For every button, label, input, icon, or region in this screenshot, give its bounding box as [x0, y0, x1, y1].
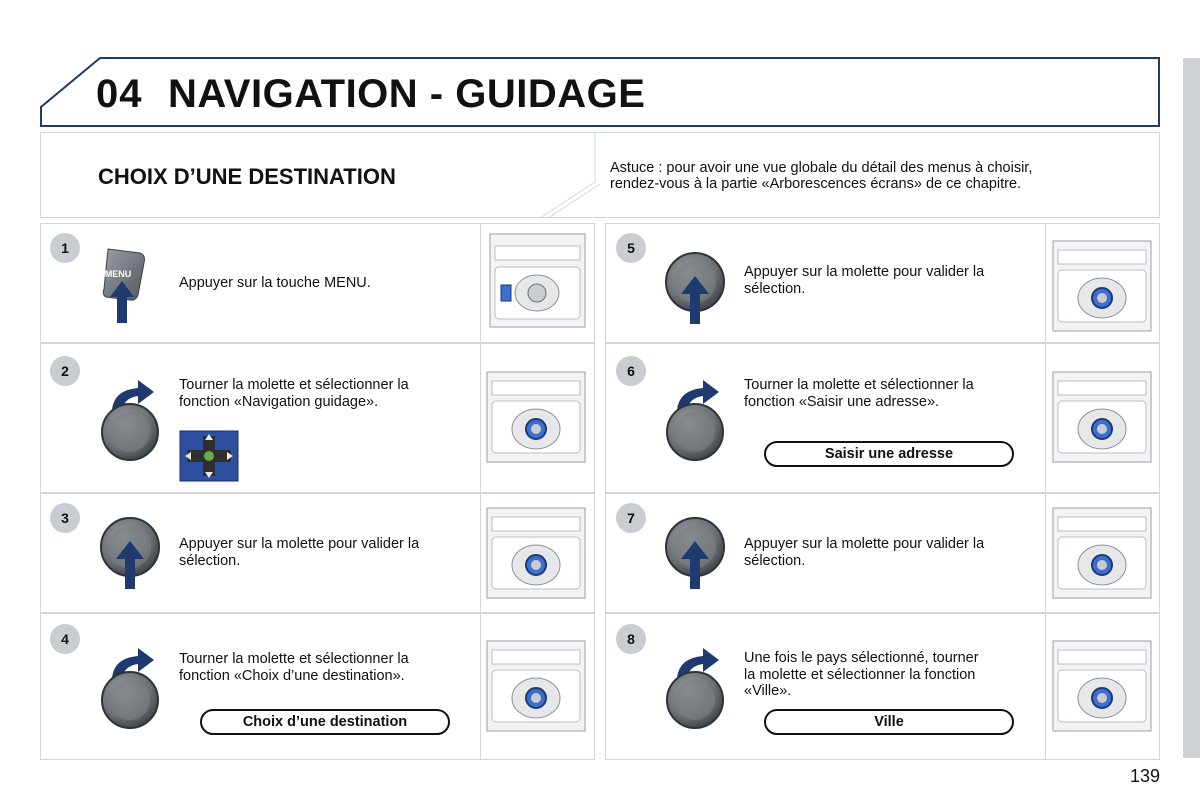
step-badge-5: 5 [616, 233, 646, 263]
rotate-knob-icon [98, 372, 168, 462]
rotate-knob-icon [663, 640, 733, 730]
menu-key-label: MENU [104, 269, 132, 279]
panel-divider [1045, 613, 1046, 760]
step-text-line: fonction «Navigation guidage». [179, 393, 379, 410]
chapter-title: NAVIGATION - GUIDAGE [168, 72, 646, 116]
navigation-guidance-icon [179, 430, 239, 487]
panel-divider [480, 493, 481, 613]
step-text-line: Tourner la molette et sélectionner la [179, 651, 409, 667]
step-text-line: Appuyer sur la molette pour valider la [179, 536, 420, 552]
step-text-5 [744, 264, 984, 297]
step-text-line: sélection. [179, 552, 241, 569]
step-badge-2: 2 [50, 356, 80, 386]
step-text-line: sélection. [744, 552, 806, 569]
step-text-line: Tourner la molette et sélectionner la [179, 377, 409, 393]
step-text-4 [179, 651, 409, 684]
console-panel-image [486, 640, 586, 737]
step-badge-4: 4 [50, 624, 80, 654]
rotate-knob-icon [663, 372, 733, 462]
console-panel-image [1052, 507, 1152, 604]
panel-divider [480, 343, 481, 493]
step-text-line: la molette et sélectionner la fonction [744, 666, 976, 683]
panel-divider [480, 613, 481, 760]
step-text-line: Tourner la molette et sélectionner la [744, 377, 974, 393]
choose-destination-button[interactable]: Choix d’une destination [200, 709, 450, 735]
step-text-3 [179, 536, 419, 569]
console-panel-image [486, 371, 586, 468]
step-badge-7: 7 [616, 503, 646, 533]
press-knob-icon [98, 513, 164, 593]
step-text-2 [179, 377, 409, 410]
chapter-number: 04 [96, 72, 143, 116]
enter-address-button[interactable]: Saisir une adresse [764, 441, 1014, 467]
rotate-knob-icon [98, 640, 168, 730]
page-side-tab [1183, 58, 1200, 758]
menu-key-icon [100, 245, 150, 325]
step-text-6 [744, 377, 974, 410]
panel-divider [1045, 343, 1046, 493]
console-panel-image [486, 507, 586, 604]
step-badge-8: 8 [616, 624, 646, 654]
step-text-line: Appuyer sur la touche MENU. [179, 275, 371, 291]
step-text-line: Une fois le pays sélectionné, tourner [744, 650, 979, 666]
tip-line: Astuce : pour avoir une vue globale du détail des menus à choisir, [610, 160, 1033, 176]
step-badge-1: 1 [50, 233, 80, 263]
step-badge-3: 3 [50, 503, 80, 533]
page-number: 139 [1129, 766, 1160, 786]
step-text-line: Appuyer sur la molette pour valider la [744, 264, 985, 280]
console-panel-image [1052, 640, 1152, 737]
step-text-1 [179, 275, 371, 292]
console-panel-image [1052, 240, 1152, 337]
panel-divider [1045, 493, 1046, 613]
section-title: CHOIX D’UNE DESTINATION [98, 164, 396, 189]
step-text-line: Appuyer sur la molette pour valider la [744, 536, 985, 552]
step-badge-6: 6 [616, 356, 646, 386]
step-text-line: fonction «Saisir une adresse». [744, 393, 940, 410]
press-knob-icon [663, 248, 729, 328]
panel-divider [480, 223, 481, 343]
tip-text [610, 160, 1130, 192]
press-knob-icon [663, 513, 729, 593]
console-panel-image [1052, 371, 1152, 468]
step-text-line: sélection. [744, 280, 806, 297]
city-button[interactable]: Ville [764, 709, 1014, 735]
console-panel-image [489, 233, 586, 333]
panel-divider [1045, 223, 1046, 343]
step-text-line: «Ville». [744, 683, 792, 699]
step-text-line: fonction «Choix d’une destination». [179, 667, 405, 684]
tip-line: rendez-vous à la partie «Arborescences écrans» de ce chapitre. [610, 176, 1022, 192]
step-text-8 [744, 650, 979, 700]
step-text-7 [744, 536, 984, 569]
